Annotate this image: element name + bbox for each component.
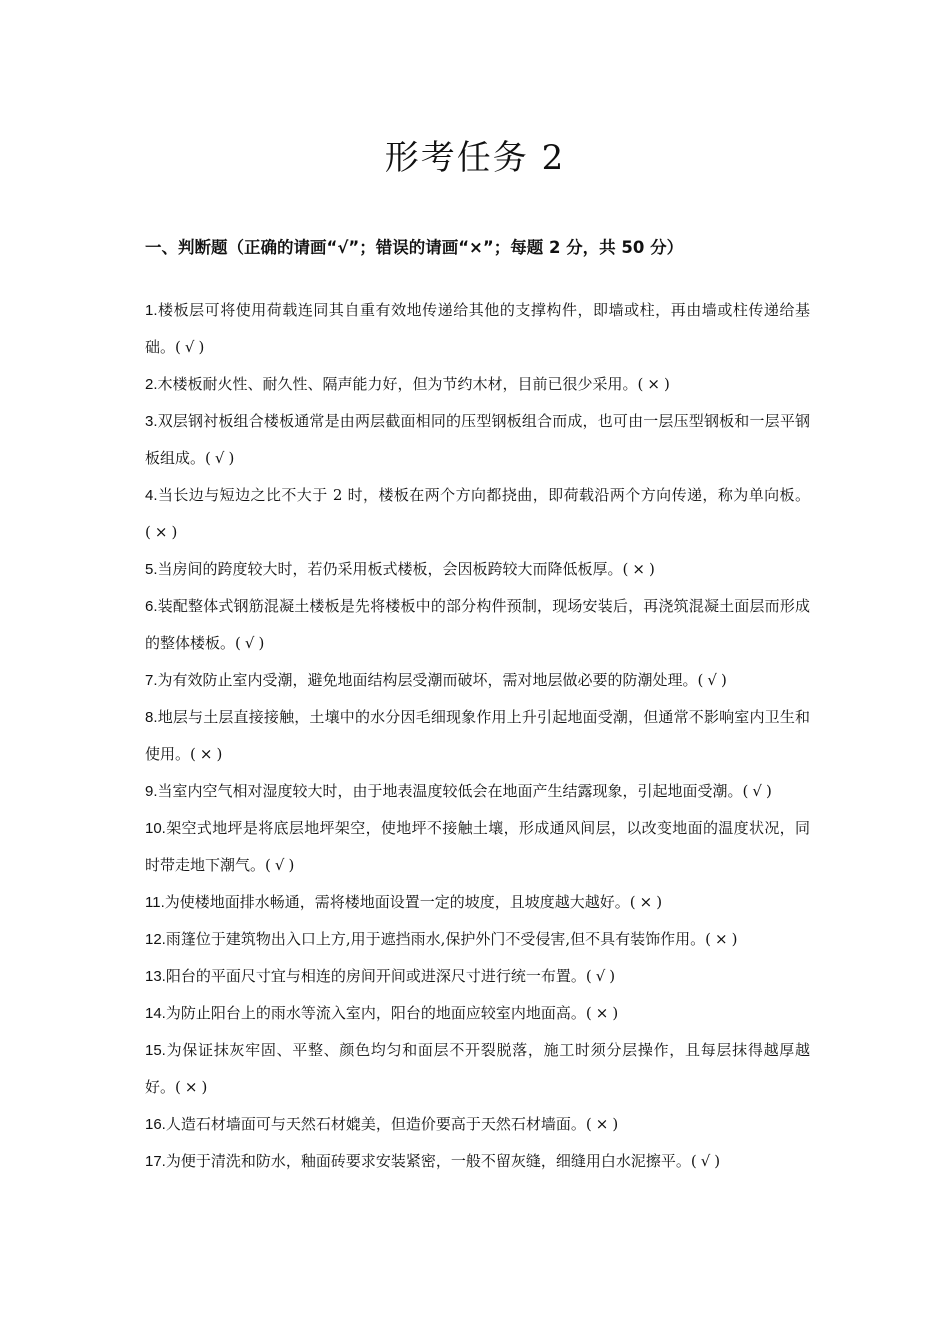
question-number: 2. (145, 376, 158, 393)
cross-mark-answer: × (595, 1115, 609, 1133)
question-text: 装配整体式钢筋混凝土楼板是先将楼板中的部分构件预制，现场安装后，再浇筑混凝土面层而形成的整体楼板。 (145, 597, 810, 652)
question-text: 人造石材墙面可与天然石材媲美，但造价要高于天然石材墙面。 (165, 1115, 586, 1133)
question-item: 9.当室内空气相对湿度较大时，由于地表温度较低会在地面产生结露现象，引起地面受潮。( √ ) (145, 782, 772, 800)
question-item: 11.为使楼地面排水畅通，需将楼地面设置一定的坡度，且坡度越大越好。( × ) (145, 893, 663, 911)
question-number: 14. (145, 1005, 166, 1022)
question-number: 8. (145, 709, 158, 726)
question-item: 14.为防止阳台上的雨水等流入室内，阳台的地面应较室内地面高。( × ) (145, 1004, 619, 1022)
question-text: 架空式地坪是将底层地坪架空，使地坪不接触土壤，形成通风间层，以改变地面的温度状况，同时带走地下潮气。 (145, 819, 810, 874)
question-list (145, 292, 810, 1180)
question-text: 为便于清洗和防水，釉面砖要求安装紧密，一般不留灰缝，细缝用白水泥擦平。 (165, 1152, 691, 1170)
cross-mark-answer: × (199, 745, 213, 763)
question-number: 12. (145, 931, 166, 948)
check-mark-answer: √ (707, 671, 717, 689)
question-item: 16.人造石材墙面可与天然石材媲美，但造价要高于天然石材墙面。( × ) (145, 1115, 619, 1133)
question-item: 10.架空式地坪是将底层地坪架空，使地坪不接触土壤，形成通风间层，以改变地面的温度状况，同时带走地下潮气。( √ ) (145, 819, 810, 874)
question-text: 为有效防止室内受潮，避免地面结构层受潮而破坏，需对地层做必要的防潮处理。 (157, 671, 698, 689)
question-number: 17. (145, 1153, 166, 1170)
question-item: 12.雨篷位于建筑物出入口上方,用于遮挡雨水,保护外门不受侵害,但不具有装饰作用。( × ) (145, 930, 738, 948)
question-number: 7. (145, 672, 158, 689)
question-number: 9. (145, 783, 158, 800)
check-mark-answer: √ (595, 967, 606, 985)
question-text: 当长边与短边之比不大于 2 时，楼板在两个方向都挠曲，即荷载沿两个方向传递，称为单向板。 (157, 486, 810, 504)
cross-mark-answer: × (632, 560, 645, 578)
question-number: 13. (145, 968, 166, 985)
question-text: 当房间的跨度较大时，若仍采用板式楼板，会因板跨较大而降低板厚。 (157, 560, 623, 578)
question-item: 15.为保证抹灰牢固、平整、颜色均匀和面层不开裂脱落，施工时须分层操作，且每层抹得越厚越好。( × ) (145, 1041, 810, 1096)
question-text: 地层与土层直接接触，土壤中的水分因毛细现象作用上升引起地面受潮，但通常不影响室内卫生和使用。 (145, 708, 810, 763)
question-text: 双层钢衬板组合楼板通常是由两层截面相同的压型钢板组合而成，也可由一层压型钢板和一层平钢板组成。 (145, 412, 810, 467)
cross-mark-answer: × (639, 893, 653, 911)
document-title: 形考任务 2 (384, 138, 566, 178)
question-text: 当室内空气相对湿度较大时，由于地表温度较低会在地面产生结露现象，引起地面受潮。 (157, 782, 743, 800)
question-item: 1.楼板层可将使用荷载连同其自重有效地传递给其他的支撑构件，即墙或柱，再由墙或柱传递给基础。( √ ) (145, 301, 810, 356)
question-text: 为防止阳台上的雨水等流入室内，阳台的地面应较室内地面高。 (165, 1004, 586, 1022)
question-item: 6.装配整体式钢筋混凝土楼板是先将楼板中的部分构件预制，现场安装后，再浇筑混凝土面层而形成的整体楼板。( √ ) (145, 597, 810, 652)
cross-mark-answer: × (647, 375, 660, 393)
question-item: 4.当长边与短边之比不大于 2 时，楼板在两个方向都挠曲，即荷载沿两个方向传递，称为单向板。( × ) (145, 486, 810, 541)
question-number: 15. (145, 1042, 166, 1059)
question-item: 3.双层钢衬板组合楼板通常是由两层截面相同的压型钢板组合而成，也可由一层压型钢板和一层平钢板组成。( √ ) (145, 412, 810, 467)
question-number: 16. (145, 1116, 166, 1133)
check-mark-answer: √ (700, 1152, 711, 1170)
question-number: 6. (145, 598, 158, 615)
question-text: 为使楼地面排水畅通，需将楼地面设置一定的坡度，且坡度越大越好。 (164, 893, 630, 911)
question-number: 1. (145, 302, 158, 319)
cross-mark-answer: × (595, 1004, 609, 1022)
check-mark-answer: √ (214, 449, 225, 467)
question-text: 雨篷位于建筑物出入口上方,用于遮挡雨水,保护外门不受侵害,但不具有装饰作用。 (165, 930, 706, 948)
question-number: 11. (145, 894, 165, 911)
check-mark-answer: √ (274, 856, 285, 874)
question-item: 7.为有效防止室内受潮，避免地面结构层受潮而破坏，需对地层做必要的防潮处理。( √ ) (145, 671, 727, 689)
question-number: 5. (145, 561, 158, 578)
question-number: 10. (145, 820, 166, 837)
question-item: 17.为便于清洗和防水，釉面砖要求安装紧密，一般不留灰缝，细缝用白水泥擦平。( √ ) (145, 1152, 721, 1170)
question-number: 3. (145, 413, 158, 430)
check-mark-answer: √ (244, 634, 255, 652)
question-item: 13.阳台的平面尺寸宜与相连的房间开间或进深尺寸进行统一布置。( √ ) (145, 967, 616, 985)
cross-mark-answer: × (184, 1078, 198, 1096)
cross-mark-answer: × (715, 930, 728, 948)
question-number: 4. (145, 487, 158, 504)
question-text: 木楼板耐火性、耐久性、隔声能力好，但为节约木材，目前已很少采用。 (157, 375, 638, 393)
question-item: 8.地层与土层直接接触，土壤中的水分因毛细现象作用上升引起地面受潮，但通常不影响室内卫生和使用。( × ) (145, 708, 810, 763)
question-text: 为保证抹灰牢固、平整、颜色均匀和面层不开裂脱落，施工时须分层操作，且每层抹得越厚越好。 (145, 1041, 810, 1096)
question-text: 阳台的平面尺寸宜与相连的房间开间或进深尺寸进行统一布置。 (165, 967, 586, 985)
question-item: 5.当房间的跨度较大时，若仍采用板式楼板，会因板跨较大而降低板厚。( × ) (145, 560, 655, 578)
section-heading: 一、判断题（正确的请画“√”；错误的请画“×”；每题 2 分，共 50 分） (145, 238, 684, 257)
check-mark-answer: √ (752, 782, 762, 800)
question-item: 2.木楼板耐火性、耐久性、隔声能力好，但为节约木材，目前已很少采用。( × ) (145, 375, 670, 393)
question-text: 楼板层可将使用荷载连同其自重有效地传递给其他的支撑构件，即墙或柱，再由墙或柱传递给基础。 (145, 301, 810, 356)
check-mark-answer: √ (184, 338, 195, 356)
cross-mark-answer: × (154, 523, 168, 541)
